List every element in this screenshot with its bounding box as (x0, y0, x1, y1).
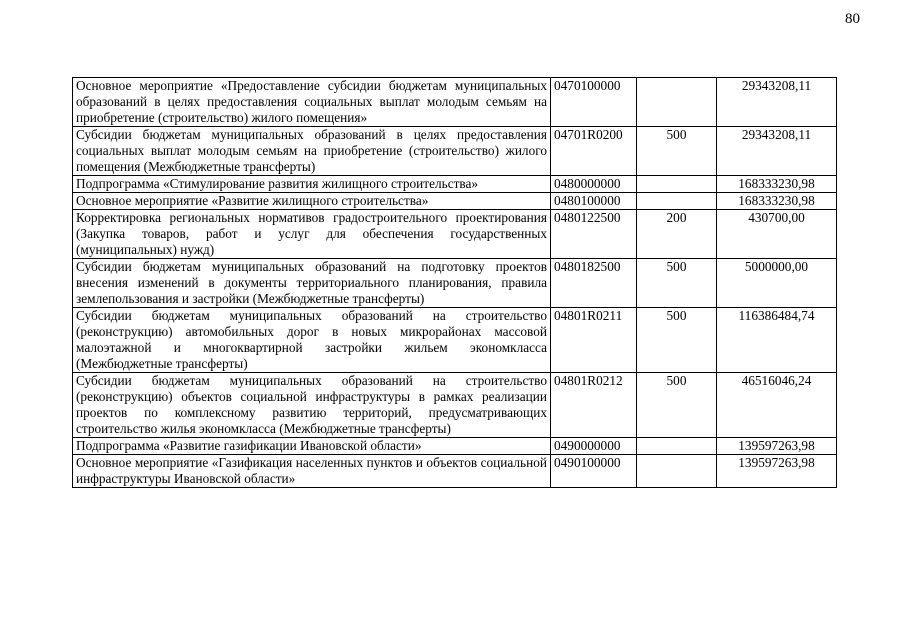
row-name-cell: Подпрограмма «Стимулирование развития жилищного строительства» (73, 176, 551, 193)
table-row (73, 176, 837, 193)
row-type-cell (637, 78, 717, 127)
row-amount-cell: 430700,00 (717, 210, 837, 259)
row-amount-cell: 168333230,98 (717, 176, 837, 193)
row-code-cell: 04801R0211 (551, 308, 637, 373)
row-amount-cell: 116386484,74 (717, 308, 837, 373)
row-code-cell: 0480182500 (551, 259, 637, 308)
row-amount-cell: 46516046,24 (717, 373, 837, 438)
row-type-cell: 500 (637, 308, 717, 373)
page-number: 80 (845, 11, 860, 27)
budget-table (72, 77, 837, 488)
table-row (73, 438, 837, 455)
row-type-cell (637, 176, 717, 193)
table-row (73, 455, 837, 488)
row-code-cell: 0480122500 (551, 210, 637, 259)
row-code-cell: 0470100000 (551, 78, 637, 127)
row-name-cell: Субсидии бюджетам муниципальных образований на строительство (реконструкцию) автомобильных дорог в новых микрорайонах массовой малоэтажной и многоквартирной застройки жильем экономкласса (Межбюджетные трансферты) (73, 308, 551, 373)
row-type-cell (637, 455, 717, 488)
row-amount-cell: 5000000,00 (717, 259, 837, 308)
row-code-cell: 04801R0212 (551, 373, 637, 438)
table-row (73, 373, 837, 438)
row-code-cell: 0490000000 (551, 438, 637, 455)
row-amount-cell: 139597263,98 (717, 455, 837, 488)
row-type-cell: 500 (637, 127, 717, 176)
row-code-cell: 0490100000 (551, 455, 637, 488)
row-name-cell: Основное мероприятие «Газификация населенных пунктов и объектов социальной инфраструктуры Ивановской области» (73, 455, 551, 488)
row-name-cell: Субсидии бюджетам муниципальных образований на подготовку проектов внесения изменений в документы территориального планирования, правила землепользования и застройки (Межбюджетные трансферты) (73, 259, 551, 308)
row-name-cell: Подпрограмма «Развитие газификации Ивановской области» (73, 438, 551, 455)
row-code-cell: 0480000000 (551, 176, 637, 193)
table-row (73, 259, 837, 308)
row-amount-cell: 29343208,11 (717, 78, 837, 127)
row-type-cell (637, 193, 717, 210)
row-type-cell: 500 (637, 373, 717, 438)
row-type-cell: 200 (637, 210, 717, 259)
row-code-cell: 04701R0200 (551, 127, 637, 176)
table-row (73, 210, 837, 259)
row-amount-cell: 168333230,98 (717, 193, 837, 210)
row-name-cell: Субсидии бюджетам муниципальных образований на строительство (реконструкцию) объектов социальной инфраструктуры в рамках реализации проектов по комплексному развитию территорий, предусматривающих строительство жилья экономкласса (Межбюджетные трансферты) (73, 373, 551, 438)
row-type-cell: 500 (637, 259, 717, 308)
row-amount-cell: 29343208,11 (717, 127, 837, 176)
table-row (73, 127, 837, 176)
row-code-cell: 0480100000 (551, 193, 637, 210)
table-row (73, 193, 837, 210)
table-row (73, 78, 837, 127)
table-row (73, 308, 837, 373)
row-name-cell: Основное мероприятие «Предоставление субсидии бюджетам муниципальных образований в целях предоставления социальных выплат молодым семьям на приобретение (строительство) жилого помещения» (73, 78, 551, 127)
row-name-cell: Основное мероприятие «Развитие жилищного строительства» (73, 193, 551, 210)
row-amount-cell: 139597263,98 (717, 438, 837, 455)
row-name-cell: Корректировка региональных нормативов градостроительного проектирования (Закупка товаров, работ и услуг для обеспечения государственных (муниципальных) нужд) (73, 210, 551, 259)
row-name-cell: Субсидии бюджетам муниципальных образований в целях предоставления социальных выплат молодым семьям на приобретение (строительство) жилого помещения (Межбюджетные трансферты) (73, 127, 551, 176)
row-type-cell (637, 438, 717, 455)
